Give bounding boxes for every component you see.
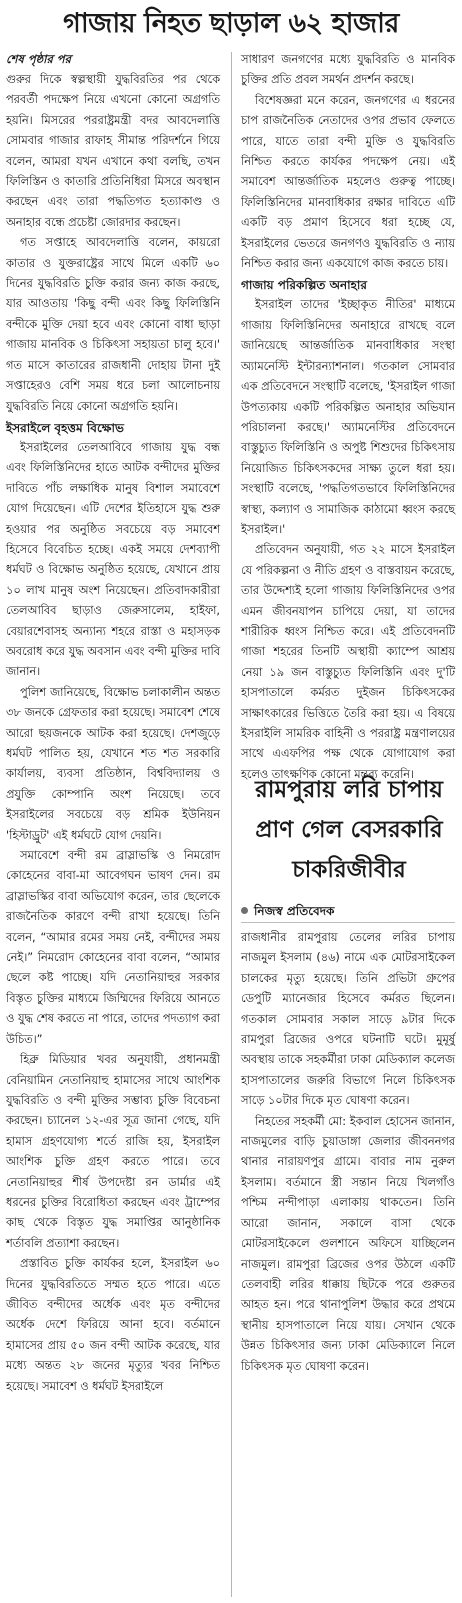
article2-headline-line: প্রাণ গেল বেসরকারি <box>255 817 443 843</box>
article1-paragraph: প্রস্তাবিত চুক্তি কার্যকর হলে, ইসরাইল ৬০ দিনের যুদ্ধবিরতিতে সম্মত হতে পারে। এতে জীবিত বন্দীদের অর্ধেক এবং মৃত বন্দীদের অর্ধেক দেশে ফিরিয়ে আনা হবে। বর্তমানে হামাসের প্রায় ৫০ জন বন্দী আটক করেছে, যার মধ্যে অন্তত ২৮ জনের মৃত্যুর খবর নিশ্চিত হয়েছে। সমাবেশ ও ধর্মঘট ইসরাইলে <box>6 1257 220 1393</box>
article1-paragraph: ইসরাইলের তেলআবিবে গাজায় যুদ্ধ বন্ধ এবং ফিলিস্তিনিদের হাতে আটক বন্দীদের মুক্তির দাবিতে পাঁচ লক্ষাধিক মানুষ বিশাল সমাবেশে যোগ দিয়েছেন। এটি দেশের ইতিহাসে যুদ্ধ শুরু হওয়ার পর অনুষ্ঠিত সবচেয়ে বড় সমাবেশ হিসেবে বিবেচিত হচ্ছে। একই সময়ে দেশব্যাপী ধর্মঘট ও বিক্ষোভ অনুষ্ঠিত হয়েছে, যেখানে প্রায় ১০ লাখ মানুষ অংশ নিয়েছেন। প্রতিবাদকারীরা তেলআবিব ছাড়াও জেরুসালেম, হাইফা, বেয়ারশেবাসহ অন্যান্য শহরে রাস্তা ও মহাসড়ক অবরোধ করে যুদ্ধ অবসান এবং বন্দী মুক্তির দাবি জানান। <box>6 440 220 679</box>
subhead-israel-protest: ইসরাইলে বৃহত্তম বিক্ষোভ <box>6 420 124 435</box>
article1-paragraph: পুলিশ জানিয়েছে, বিক্ষোভ চলাকালীন অন্তত ৩৮ জনকে গ্রেফতার করা হয়েছে। সমাবেশ শেষে আরো ছয়জনকে আটক করা হয়েছে। দেশজুড়ে ধর্মঘট পালিত হয়, যেখানে শত শত সরকারি কার্যালয়, ব্যবসা প্রতিষ্ঠান, বিশ্ববিদ্যালয় ও প্রযুক্তি কোম্পানি অংশ নিয়েছে। তবে ইসরাইলের সবচেয়ে বড় শ্রমিক ইউনিয়ন 'হিস্টাড্রুট' এই ধর্মঘটে যোগ দেয়নি। <box>6 685 220 842</box>
article1-paragraph: বিশেষজ্ঞরা মনে করেন, জনগণের এ ধরনের চাপ রাজনৈতিক নেতাদের ওপর প্রভাব ফেলতে পারে, যাতে তারা বন্দী মুক্তি ও যুদ্ধবিরতি নিশ্চিত করতে কার্যকর পদক্ষেপ নেয়। এই সমাবেশ আন্তর্জাতিক মহলেও গুরুত্ব পাচ্ছে। ফিলিস্তিনিদের মানবাধিকার রক্ষার দাবিতে এটি একটি বড় প্রমাণ হিসেবে ধরা হচ্ছে যে, ইসরাইলের ভেতরে জনগণও যুদ্ধবিরতি ও ন্যায় নিশ্চিত করার জন্য একযোগে কাজ করতে চায়। <box>241 93 455 271</box>
article2-paragraph: নিহতের সহকর্মী মো: ইকবাল হোসেন জানান, নাজমুলের বাড়ি চুয়াডাঙ্গা জেলার জীবননগর থানার নারায়ণপুর গ্রামে। বাবার নাম নুরুল ইসলাম। বর্তমানে স্ত্রী সন্তান নিয়ে খিলগাঁও পশ্চিম নন্দীপাড়া এলাকায় থাকতেন। তিনি আরো জানান, সকালে বাসা থেকে মোটরসাইকেলে গুলশানে অফিসে যাচ্ছিলেন নাজমুল। রামপুরা ব্রিজের ওপর উঠলে একটি তেলবাহী লরির ধাক্কায় ছিটকে পরে গুরুতর আহত হন। পরে থানাপুলিশ উদ্ধার করে প্রথমে স্থানীয় হাসপাতালে নিয়ে যায়। সেখান থেকে উন্নত চিকিৎসার জন্য ঢাকা মেডিক্যালে নিলে চিকিৎসক মৃত ঘোষণা করেন। <box>241 1114 455 1373</box>
bullet-icon <box>241 907 248 914</box>
byline-divider <box>241 922 455 923</box>
article1-paragraph: ইসরাইল তাদের 'ইচ্ছাকৃত নীতির' মাধ্যমে গাজায় ফিলিস্তিনিদের অনাহারে রাখছে বলে জানিয়েছে আন্তর্জাতিক মানবাধিকার সংস্থা অ্যামনেস্টি ইন্টারন্যাশনাল। গতকাল সোমবার এক প্রতিবেদনে সংস্থাটি বলেছে, 'ইসরাইল গাজা উপত্যকায় একটি পরিকল্পিত অনাহার অভিযান পরিচালনা করছে।' অ্যামনেস্টির প্রতিবেদনে বাস্তুচ্যুত ফিলিস্তিনি ও অপুষ্ট শিশুদের চিকিৎসায় নিয়োজিত চিকিৎসকদের সাক্ষ্য তুলে ধরা হয়। সংস্থাটি বলেছে, 'পদ্ধতিগতভাবে ফিলিস্তিনিদের স্বাস্থ্য, কল্যাণ ও সামাজিক কাঠামো ধ্বংস করছে ইসরাইল।' <box>241 298 455 536</box>
article2-paragraph: রাজধানীর রামপুরায় তেলের লরির চাপায় নাজমুল ইসলাম (৪৬) নামে এক মোটরসাইকেল চালকের মৃত্যু হয়েছে। তিনি প্রভিটা গ্রুপের ডেপুটি ম্যানেজার হিসেবে কর্মরত ছিলেন। গতকাল সোমবার সকাল সাড়ে ৯টার দিকে রামপুরা ব্রিজের ওপরে ঘটনাটি ঘটে। মুমূর্ষু অবস্থায় তাকে সহকর্মীরা ঢাকা মেডিক্যাল কলেজ হাসপাতালের জরুরি বিভাগে নিলে চিকিৎসক সাড়ে ১০টার দিকে মৃত ঘোষণা করেন। <box>241 931 455 1108</box>
article2-headline-line: চাকরিজীবীর <box>292 857 406 883</box>
article1-paragraph: সমাবেশে বন্দী রম ব্রাস্লাভস্কি ও নিমরোদ কোহেনের বাবা-মা আবেগঘন ভাষণ দেন। রম ব্রাস্লাভস্কির বাবা অভিযোগ করেন, তার ছেলেকে রাজনৈতিক কারণে বন্দী রাখা হয়েছে। তিনি বলেন, “আমার রমের সময় নেই, বন্দীদের সময় নেই।” নিমরোদ কোহেনের বাবা বলেন, “আমার ছেলে কষ্ট পাচ্ছে। যদি নেতানিয়াহুর সরকার বিস্তৃত চুক্তির মাধ্যমে জিম্মিদের ফিরিয়ে আনতে ও যুদ্ধ শেষ করতে না পারে, তাদের পদত্যাগ করা উচিত।” <box>6 849 220 1046</box>
article1-left-column <box>6 50 220 1598</box>
article1-paragraph: হিব্রু মিডিয়ার খবর অনুযায়ী, প্রধানমন্ত্রী বেনিয়ামিন নেতানিয়াহু হামাসের সাথে আংশিক যুদ্ধবিরতি ও বন্দী মুক্তির সম্ভাব্য চুক্তি বিবেচনা করছেন। চ্যানেল ১২-এর সূত্র জানা গেছে, যদি হামাস গ্রহণযোগ্য শর্তে রাজি হয়, ইসরাইল আংশিক চুক্তি গ্রহণ করতে পারে। তবে নেতানিয়াহুর শীর্ষ উপদেষ্টা রন ডার্মার এই ধরনের চুক্তির বিরোধিতা করছেন এবং ট্রাম্পের কাছ থেকে বিস্তৃত যুদ্ধ সমাপ্তির আনুষ্ঠানিক শর্তাবলি প্রত্যাশা করছেন। <box>6 1053 220 1250</box>
main-headline: গাজায় নিহত ছাড়াল ৬২ হাজার <box>63 8 399 39</box>
column-divider <box>231 52 232 1597</box>
article2-body <box>241 928 455 1600</box>
continued-from-label: শেষ পৃষ্ঠার পর <box>6 52 71 66</box>
article2-headline-line: রামপুরায় লরি চাপায় <box>255 777 443 803</box>
article1-right-column <box>241 50 455 781</box>
article1-paragraph: গুরুর দিকে স্বল্পস্থায়ী যুদ্ধবিরতির পর থেকে পরবর্তী পদক্ষেপ নিয়ে এখনো কোনো অগ্রগতি হয়নি। মিসরের পররাষ্ট্রমন্ত্রী বদর আবদেলাত্তি সোমবার গাজার রাফাহ সীমান্ত পরিদর্শনে গিয়ে বলেন, আমরা যখন এখানে কথা বলছি, তখন ফিলিস্তিন ও কাতারি প্রতিনিধিরা মিসরে অবস্থান করছেন এবং তারা পদ্ধতিগত হত্যাকাণ্ড ও অনাহার বন্ধে প্রচেষ্টা জোরদার করছেন। <box>6 73 220 229</box>
subhead-gaza-starvation: গাজায় পরিকল্পিত অনাহার <box>241 278 367 293</box>
article2-headline <box>236 770 462 894</box>
article1-paragraph: সাধারণ জনগণের মধ্যে যুদ্ধবিরতি ও মানবিক চুক্তির প্রতি প্রবল সমর্থন প্রদর্শন করছে। <box>241 53 455 87</box>
article2-byline <box>241 901 455 921</box>
byline-text: নিজস্ব প্রতিবেদক <box>254 904 335 918</box>
article1-paragraph: গত সপ্তাহে আবদেলাত্তি বলেন, কায়রো কাতার ও যুক্তরাষ্ট্রের সাথে মিলে একটি ৬০ দিনের যুদ্ধবিরতি চুক্তি করার জন্য কাজ করছে, যার আওতায় 'কিছু বন্দী এবং কিছু ফিলিস্তিনি বন্দীকে মুক্তি দেয়া হবে এবং কোনো বাধা ছাড়া গাজায় মানবিক ও চিকিৎসা সহায়তা চালু হবে।' গত মাসে কাতারের রাজধানী দোহায় টানা দুই সপ্তাহেরও বেশি সময় ধরে চলা আলোচনায় যুদ্ধবিরতি নিয়ে কোনো অগ্রগতি হয়নি। <box>6 236 220 413</box>
article1-paragraph: প্রতিবেদন অনুযায়ী, গত ২২ মাসে ইসরাইল যে পরিকল্পনা ও নীতি গ্রহণ ও বাস্তবায়ন করেছে, তার উদ্দেশ্যই হলো গাজায় ফিলিস্তিনিদের ওপর এমন জীবনযাপন চাপিয়ে দেয়া, যা তাদের শারীরিক ধ্বংস নিশ্চিত করে। এই প্রতিবেদনটি গাজা শহরের তিনটি অস্থায়ী ক্যাম্পে আশ্রয় নেয়া ১৯ জন বাস্তুচ্যুত ফিলিস্তিনি এবং দু'টি হাসপাতালে কর্মরত দুইজন চিকিৎসকের সাক্ষাৎকারের ভিত্তিতে তৈরি করা হয়। এ বিষয়ে ইসরাইলি সামরিক বাহিনী ও পররাষ্ট্র মন্ত্রণালয়ের সাথে এএফপির পক্ষ থেকে যোগাযোগ করা হলেও তাৎক্ষণিক কোনো মন্তব্য করেনি। <box>241 543 455 781</box>
